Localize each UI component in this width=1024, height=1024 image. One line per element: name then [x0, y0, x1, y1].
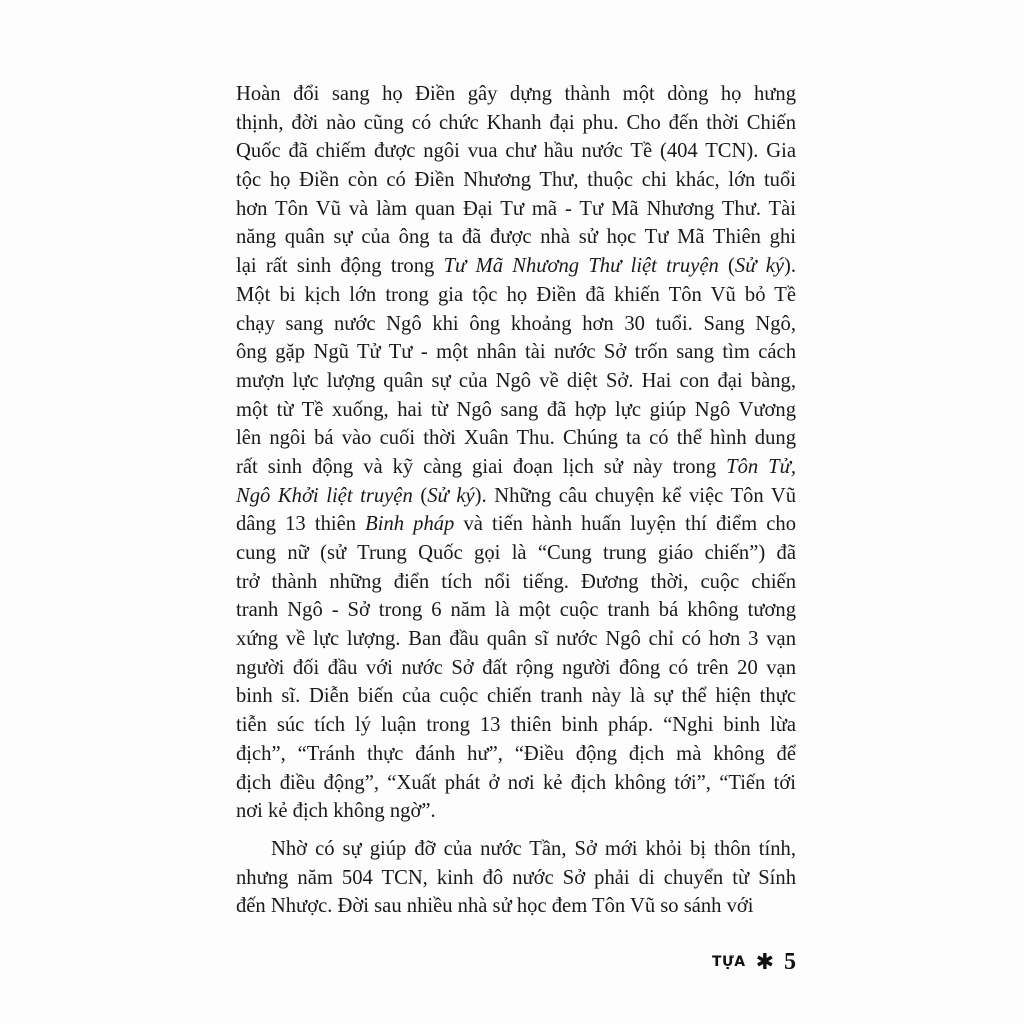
text-line	[236, 367, 796, 396]
text-run: tiễn súc tích lý luận trong 13 thiên binh pháp. “Nghi binh lừa	[236, 714, 796, 737]
italic-title: Sử ký	[734, 255, 784, 278]
text-line	[236, 539, 796, 568]
text-run: ).	[783, 255, 796, 278]
text-run: nơi kẻ địch không ngờ”.	[236, 800, 436, 823]
text-line	[236, 510, 796, 539]
text-line	[236, 195, 796, 224]
italic-title: Sử ký	[427, 484, 475, 507]
text-line	[236, 310, 796, 339]
text-line	[236, 797, 796, 826]
italic-title: Tôn Tử,	[726, 455, 796, 478]
text-run: Một bi kịch lớn trong gia tộc họ Điền đã khiến Tôn Vũ bỏ Tề	[236, 283, 796, 306]
text-run: dâng 13 thiên	[236, 513, 366, 536]
text-line	[236, 252, 796, 281]
text-line	[236, 769, 796, 798]
text-run: ). Những câu chuyện kể việc Tôn Vũ	[474, 484, 797, 507]
text-run: chạy sang nước Ngô khi ông khoảng hơn 30 tuổi. Sang Ngô,	[236, 312, 796, 335]
paragraph-gap	[236, 826, 796, 835]
text-run: địch”, “Tránh thực đánh hư”, “Điều động địch mà không để	[236, 742, 796, 765]
text-run: (	[412, 484, 428, 507]
text-line	[236, 223, 796, 252]
text-line	[236, 80, 796, 109]
italic-title: Binh pháp	[365, 513, 455, 536]
text-line	[236, 137, 796, 166]
italic-title: Ngô Khởi liệt truyện	[236, 484, 413, 507]
text-line	[236, 166, 796, 195]
text-line	[236, 453, 796, 482]
text-line	[236, 864, 796, 893]
text-line	[236, 281, 796, 310]
text-run: đến Nhược. Đời sau nhiều nhà sử học đem Tôn Vũ so sánh với	[236, 895, 754, 918]
text-run: người đối đầu với nước Sở đất rộng người đông có trên 20 vạn	[236, 656, 796, 679]
text-line	[236, 568, 796, 597]
text-run: Nhờ có sự giúp đỡ của nước Tần, Sở mới khỏi bị thôn tính,	[271, 837, 796, 860]
text-line	[236, 596, 796, 625]
text-line	[236, 682, 796, 711]
text-line	[236, 625, 796, 654]
text-run: Hoàn đổi sang họ Điền gây dựng thành một dòng họ hưng	[236, 83, 796, 105]
text-line	[236, 424, 796, 453]
text-run: cung nữ (sử Trung Quốc gọi là “Cung trung giáo chiến”) đã	[236, 542, 796, 564]
text-run: xứng về lực lượng. Ban đầu quân sĩ nước Ngô chỉ có hơn 3 vạn	[236, 628, 796, 651]
text-run: lại rất sinh động trong	[236, 255, 444, 278]
text-run: ông gặp Ngũ Tử Tư - một nhân tài nước Sở trốn sang tìm cách	[236, 341, 796, 364]
text-run: và tiến hành huấn luyện thí điểm cho	[454, 513, 797, 536]
text-run: mượn lực lượng quân sự của Ngô về diệt Sở. Hai con đại bàng,	[236, 369, 796, 392]
text-run: thịnh, đời nào cũng có chức Khanh đại phu. Cho đến thời Chiến	[236, 111, 796, 134]
text-run: tộc họ Điền còn có Điền Nhương Thư, thuộc chi khác, lớn tuổi	[236, 169, 796, 192]
text-run: Quốc đã chiếm được ngôi vua chư hầu nước Tề (404 TCN). Gia	[236, 140, 796, 163]
text-run: hơn Tôn Vũ và làm quan Đại Tư mã - Tư Mã Nhương Thư. Tài	[236, 197, 796, 220]
section-title: TỰA	[711, 954, 746, 970]
paragraph	[236, 80, 796, 826]
text-run: tranh Ngô - Sở trong 6 năm là một cuộc tranh bá không tương	[236, 599, 796, 622]
text-run: một từ Tề xuống, hai từ Ngô sang đã hợp lực giúp Ngô Vương	[236, 398, 796, 421]
text-run: lên ngôi bá vào cuối thời Xuân Thu. Chúng ta có thể hình dung	[236, 427, 796, 450]
text-run: binh sĩ. Diễn biến của cuộc chiến tranh này là sự thể hiện thực	[236, 685, 796, 708]
page-footer	[690, 946, 796, 978]
text-line	[236, 338, 796, 367]
asterisk-ornament-icon: ✱	[755, 949, 774, 975]
text-line	[236, 654, 796, 683]
text-line	[236, 835, 796, 864]
text-line	[236, 892, 796, 921]
text-run: rất sinh động và kỹ càng giai đoạn lịch sử này trong	[236, 455, 727, 478]
text-line	[236, 740, 796, 769]
text-line	[236, 711, 796, 740]
body-text	[236, 80, 796, 921]
text-line	[236, 109, 796, 138]
italic-title: Tư Mã Nhương Thư liệt truyện	[443, 255, 719, 278]
text-run: nhưng năm 504 TCN, kinh đô nước Sở phải di chuyển từ Sính	[236, 866, 796, 889]
text-run: trở thành những điển tích nổi tiếng. Đương thời, cuộc chiến	[236, 570, 796, 593]
text-run: năng quân sự của ông ta đã được nhà sử học Tư Mã Thiên ghi	[236, 226, 796, 249]
text-line	[236, 396, 796, 425]
text-line	[236, 482, 796, 511]
text-run: địch điều động”, “Xuất phát ở nơi kẻ địch không tới”, “Tiến tới	[236, 771, 796, 794]
paragraph	[236, 835, 796, 921]
text-run: (	[718, 255, 735, 278]
page-number: 5	[784, 948, 796, 975]
